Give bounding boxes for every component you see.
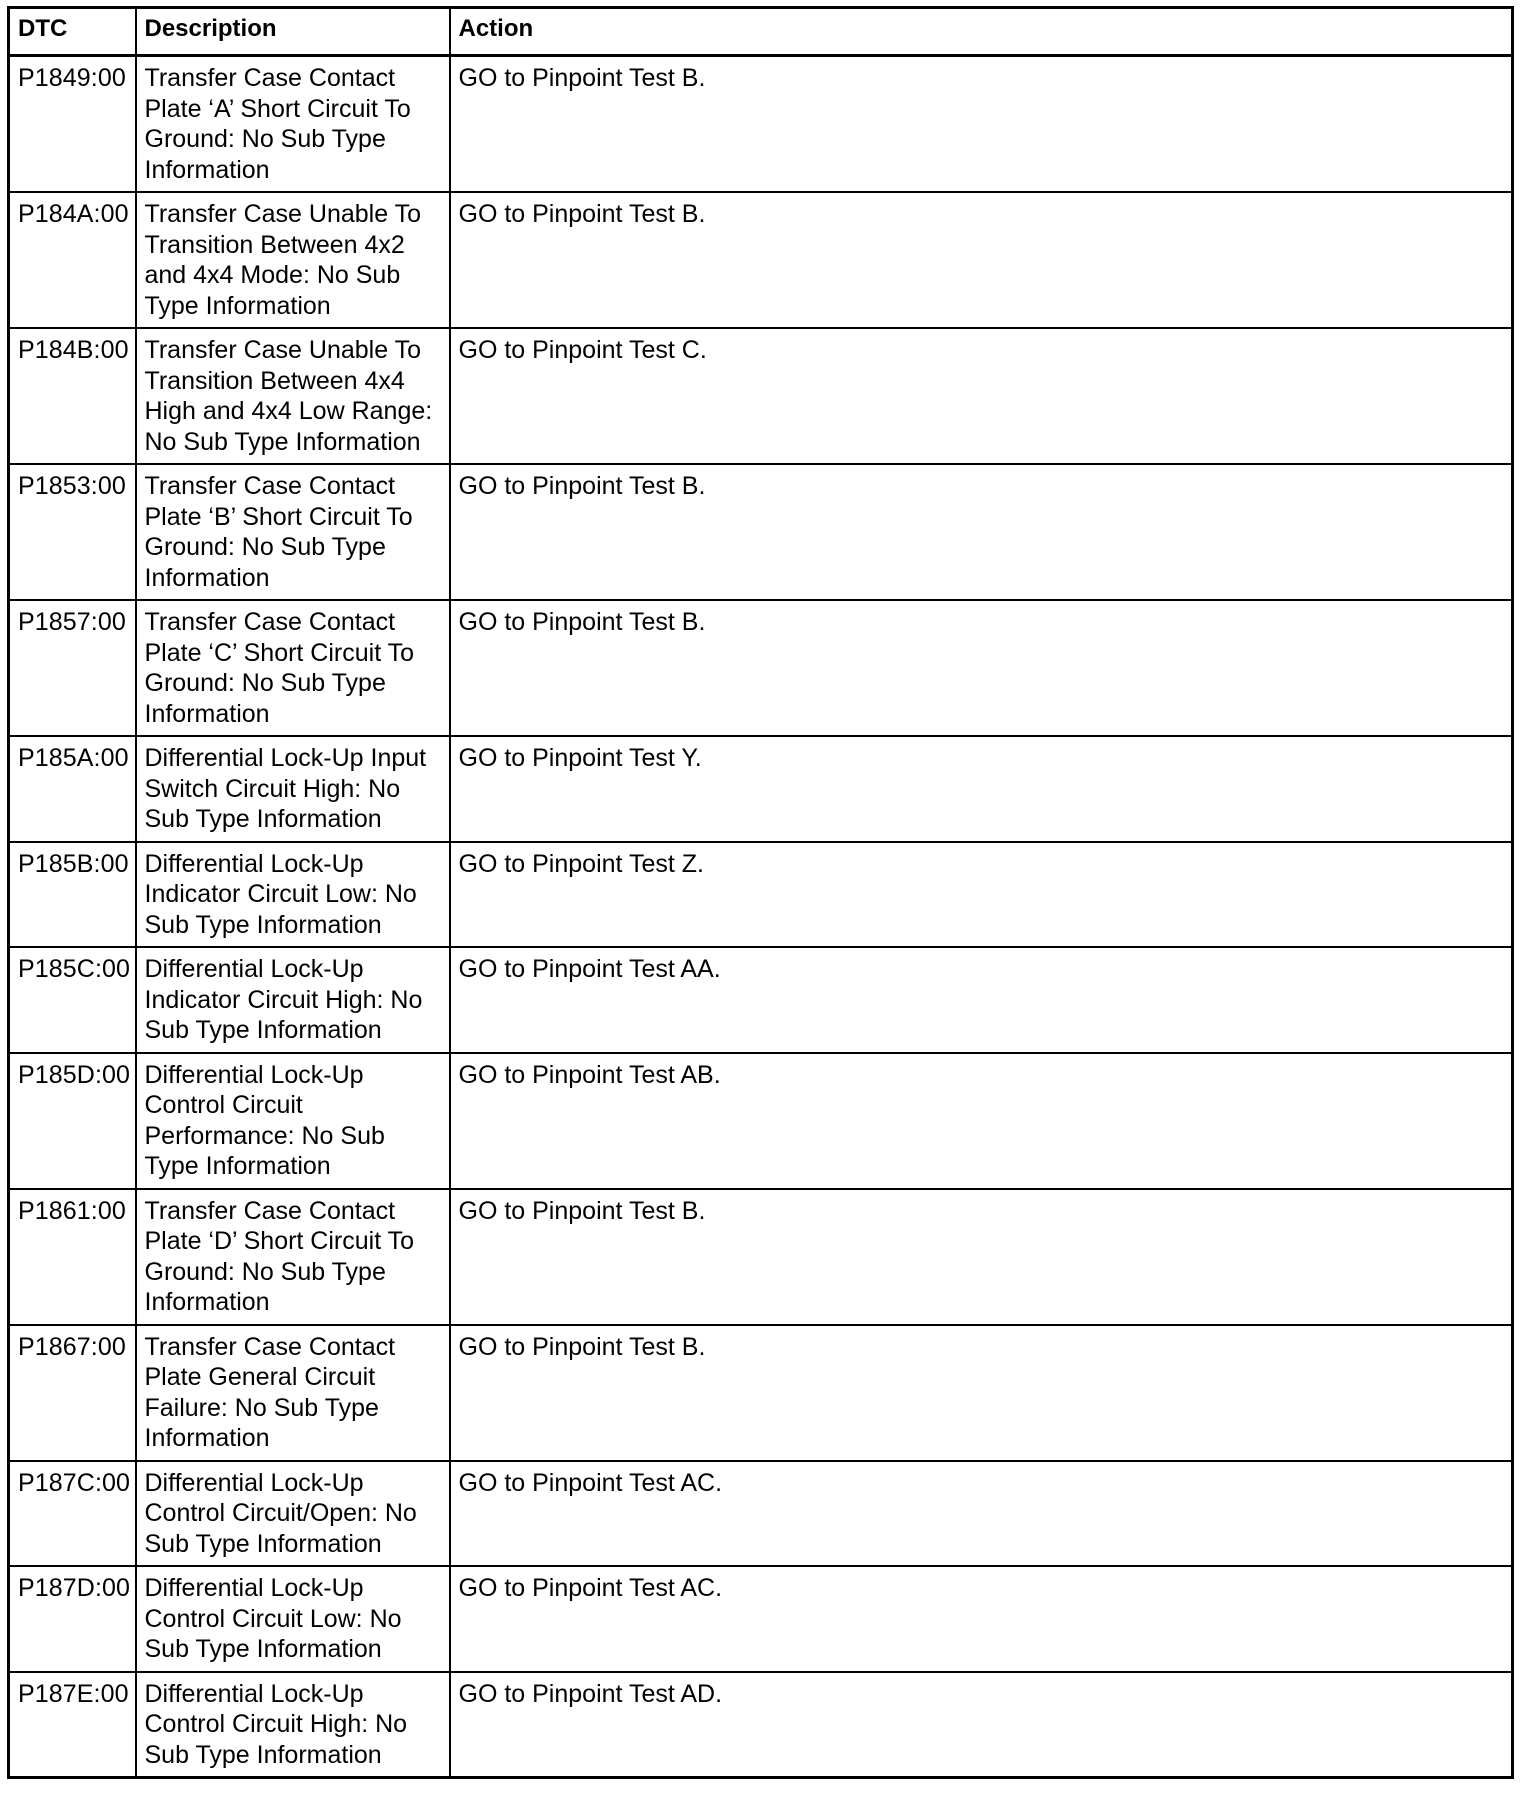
description-cell: Transfer Case Unable To Transition Between 4x4 High and 4x4 Low Range: No Sub Type Information bbox=[136, 328, 450, 464]
column-header-action: Action bbox=[450, 8, 1513, 56]
column-header-description: Description bbox=[136, 8, 450, 56]
table-row bbox=[9, 56, 1513, 193]
action-cell: GO to Pinpoint Test AB. bbox=[450, 1053, 1513, 1189]
dtc-code-cell: P185D:00 bbox=[9, 1053, 136, 1189]
description-cell: Differential Lock-Up Control Circuit/Open: No Sub Type Information bbox=[136, 1461, 450, 1567]
action-cell: GO to Pinpoint Test AA. bbox=[450, 947, 1513, 1053]
table-row bbox=[9, 192, 1513, 328]
dtc-code-cell: P1867:00 bbox=[9, 1325, 136, 1461]
action-cell: GO to Pinpoint Test Y. bbox=[450, 736, 1513, 842]
dtc-code-cell: P185C:00 bbox=[9, 947, 136, 1053]
description-cell: Differential Lock-Up Control Circuit Low: No Sub Type Information bbox=[136, 1566, 450, 1672]
action-cell: GO to Pinpoint Test AC. bbox=[450, 1566, 1513, 1672]
description-cell: Transfer Case Contact Plate ‘C’ Short Circuit To Ground: No Sub Type Information bbox=[136, 600, 450, 736]
dtc-code-cell: P184A:00 bbox=[9, 192, 136, 328]
table-row bbox=[9, 1325, 1513, 1461]
table-row bbox=[9, 1461, 1513, 1567]
table-row bbox=[9, 600, 1513, 736]
table-row bbox=[9, 1566, 1513, 1672]
dtc-code-cell: P1861:00 bbox=[9, 1189, 136, 1325]
dtc-code-cell: P184B:00 bbox=[9, 328, 136, 464]
dtc-code-cell: P187D:00 bbox=[9, 1566, 136, 1672]
table-row bbox=[9, 1672, 1513, 1778]
dtc-code-cell: P187E:00 bbox=[9, 1672, 136, 1778]
table-row bbox=[9, 842, 1513, 948]
table-row bbox=[9, 328, 1513, 464]
action-cell: GO to Pinpoint Test C. bbox=[450, 328, 1513, 464]
action-cell: GO to Pinpoint Test B. bbox=[450, 1189, 1513, 1325]
description-cell: Differential Lock-Up Indicator Circuit Low: No Sub Type Information bbox=[136, 842, 450, 948]
description-cell: Differential Lock-Up Indicator Circuit High: No Sub Type Information bbox=[136, 947, 450, 1053]
dtc-code-cell: P187C:00 bbox=[9, 1461, 136, 1567]
table-header-row bbox=[9, 8, 1513, 56]
description-cell: Transfer Case Contact Plate General Circuit Failure: No Sub Type Information bbox=[136, 1325, 450, 1461]
action-cell: GO to Pinpoint Test B. bbox=[450, 1325, 1513, 1461]
description-cell: Transfer Case Contact Plate ‘D’ Short Circuit To Ground: No Sub Type Information bbox=[136, 1189, 450, 1325]
table-row bbox=[9, 1189, 1513, 1325]
dtc-table bbox=[7, 6, 1514, 1779]
column-header-dtc: DTC bbox=[9, 8, 136, 56]
action-cell: GO to Pinpoint Test AC. bbox=[450, 1461, 1513, 1567]
dtc-code-cell: P185A:00 bbox=[9, 736, 136, 842]
dtc-code-cell: P1853:00 bbox=[9, 464, 136, 600]
description-cell: Transfer Case Contact Plate ‘B’ Short Circuit To Ground: No Sub Type Information bbox=[136, 464, 450, 600]
table-row bbox=[9, 947, 1513, 1053]
description-cell: Transfer Case Unable To Transition Between 4x2 and 4x4 Mode: No Sub Type Information bbox=[136, 192, 450, 328]
action-cell: GO to Pinpoint Test Z. bbox=[450, 842, 1513, 948]
table-row bbox=[9, 464, 1513, 600]
action-cell: GO to Pinpoint Test B. bbox=[450, 600, 1513, 736]
table-row bbox=[9, 1053, 1513, 1189]
dtc-code-cell: P185B:00 bbox=[9, 842, 136, 948]
action-cell: GO to Pinpoint Test B. bbox=[450, 192, 1513, 328]
description-cell: Differential Lock-Up Control Circuit Performance: No Sub Type Information bbox=[136, 1053, 450, 1189]
table-row bbox=[9, 736, 1513, 842]
action-cell: GO to Pinpoint Test B. bbox=[450, 464, 1513, 600]
action-cell: GO to Pinpoint Test B. bbox=[450, 56, 1513, 193]
dtc-code-cell: P1849:00 bbox=[9, 56, 136, 193]
description-cell: Transfer Case Contact Plate ‘A’ Short Circuit To Ground: No Sub Type Information bbox=[136, 56, 450, 193]
dtc-code-cell: P1857:00 bbox=[9, 600, 136, 736]
description-cell: Differential Lock-Up Input Switch Circuit High: No Sub Type Information bbox=[136, 736, 450, 842]
action-cell: GO to Pinpoint Test AD. bbox=[450, 1672, 1513, 1778]
description-cell: Differential Lock-Up Control Circuit High: No Sub Type Information bbox=[136, 1672, 450, 1778]
